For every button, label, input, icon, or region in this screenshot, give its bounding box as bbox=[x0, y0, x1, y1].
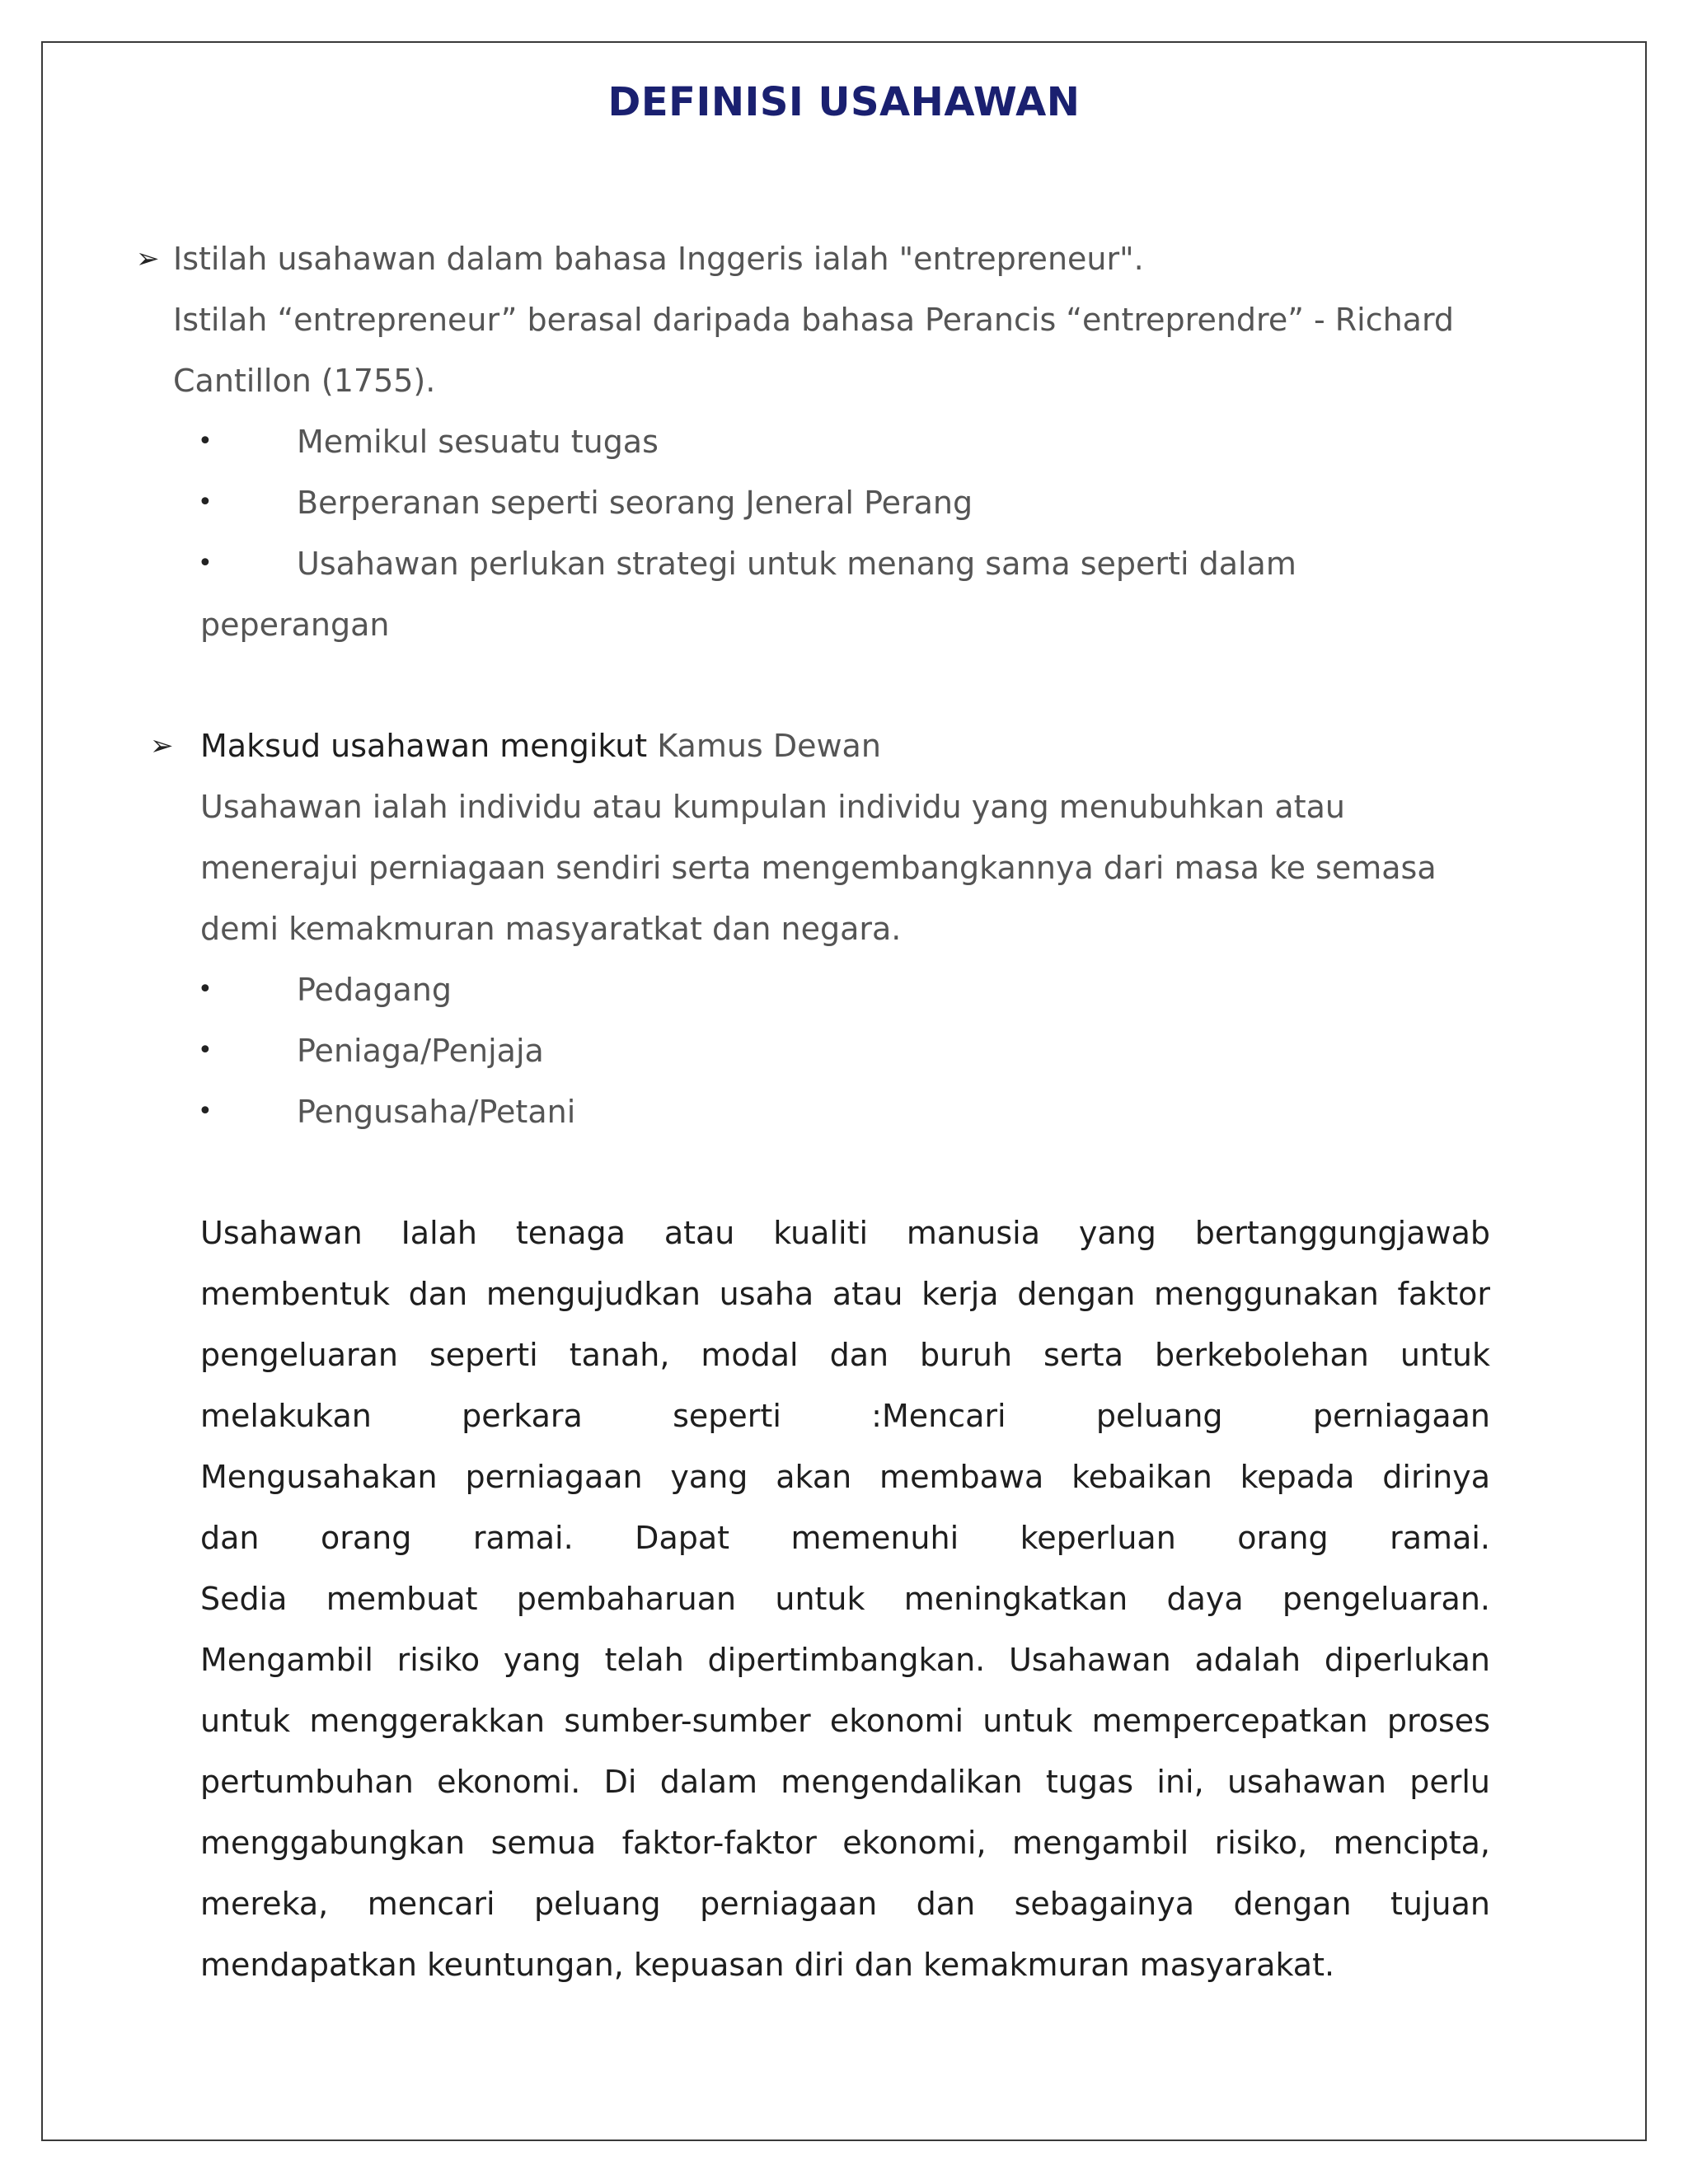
bullet-dot-icon: • bbox=[198, 488, 213, 517]
section1-line-3: Cantillon (1755). bbox=[173, 363, 436, 399]
paragraph-line: pertumbuhan ekonomi. Di dalam mengendalikan tugas ini, usahawan perlu bbox=[200, 1764, 1490, 1800]
paragraph-line: menggabungkan semua faktor-faktor ekonomi, mengambil risiko, mencipta, bbox=[200, 1825, 1490, 1861]
section2-para-line: demi kemakmuran masyaratkat dan negara. bbox=[200, 911, 902, 947]
section2-bullet-item: Pengusaha/Petani bbox=[297, 1094, 576, 1130]
section2-heading-main: Maksud usahawan mengikut bbox=[200, 728, 648, 764]
paragraph-line: untuk menggerakkan sumber-sumber ekonomi untuk mempercepatkan proses bbox=[200, 1703, 1490, 1739]
paragraph-line: pengeluaran seperti tanah, modal dan buruh serta berkebolehan untuk bbox=[200, 1337, 1490, 1373]
bullet-dot-icon: • bbox=[198, 975, 213, 1004]
paragraph-line: melakukan perkara seperti :Mencari peluang perniagaan bbox=[200, 1398, 1490, 1434]
paragraph-line: membentuk dan mengujudkan usaha atau kerja dengan menggunakan faktor bbox=[200, 1276, 1490, 1312]
bullet-dot-icon: • bbox=[198, 427, 213, 456]
section1-bullet-continuation: peperangan bbox=[200, 607, 390, 643]
paragraph-line: Usahawan Ialah tenaga atau kualiti manusia yang bertanggungjawab bbox=[200, 1215, 1490, 1251]
arrow-bullet-icon: ➢ bbox=[136, 242, 160, 275]
paragraph-line: mendapatkan keuntungan, kepuasan diri dan kemakmuran masyarakat. bbox=[200, 1947, 1335, 1983]
section2-heading-source: Kamus Dewan bbox=[647, 728, 881, 764]
paragraph-line: dan orang ramai. Dapat memenuhi keperluan orang ramai. bbox=[200, 1520, 1490, 1556]
section1-bullet-item: Usahawan perlukan strategi untuk menang sama seperti dalam bbox=[297, 546, 1296, 582]
bullet-dot-icon: • bbox=[198, 1036, 213, 1065]
paragraph-line: Mengambil risiko yang telah dipertimbangkan. Usahawan adalah diperlukan bbox=[200, 1642, 1490, 1678]
arrow-bullet-icon: ➢ bbox=[150, 729, 174, 762]
bullet-dot-icon: • bbox=[198, 549, 213, 578]
section1-bullet-item: Memikul sesuatu tugas bbox=[297, 424, 659, 460]
section2-heading bbox=[200, 727, 881, 765]
section1-line-2: Istilah “entrepreneur” berasal daripada bahasa Perancis “entreprendre” - Richard bbox=[173, 302, 1455, 338]
section2-bullet-item: Pedagang bbox=[297, 972, 452, 1008]
section1-line-1: Istilah usahawan dalam bahasa Inggeris ialah "entrepreneur". bbox=[173, 241, 1144, 277]
section2-para-line: Usahawan ialah individu atau kumpulan individu yang menubuhkan atau bbox=[200, 789, 1345, 825]
paragraph-line: Sedia membuat pembaharuan untuk meningkatkan daya pengeluaran. bbox=[200, 1581, 1490, 1617]
section1-bullet-item: Berperanan seperti seorang Jeneral Perang bbox=[297, 485, 973, 521]
section2-para-line: menerajui perniagaan sendiri serta mengembangkannya dari masa ke semasa bbox=[200, 850, 1437, 886]
bullet-dot-icon: • bbox=[198, 1097, 213, 1126]
section2-bullet-item: Peniaga/Penjaja bbox=[297, 1033, 544, 1069]
paragraph-line: Mengusahakan perniagaan yang akan membawa kebaikan kepada dirinya bbox=[200, 1459, 1490, 1495]
paragraph-line: mereka, mencari peluang perniagaan dan sebagainya dengan tujuan bbox=[200, 1886, 1490, 1922]
page-title: DEFINISI USAHAWAN bbox=[607, 79, 1081, 125]
